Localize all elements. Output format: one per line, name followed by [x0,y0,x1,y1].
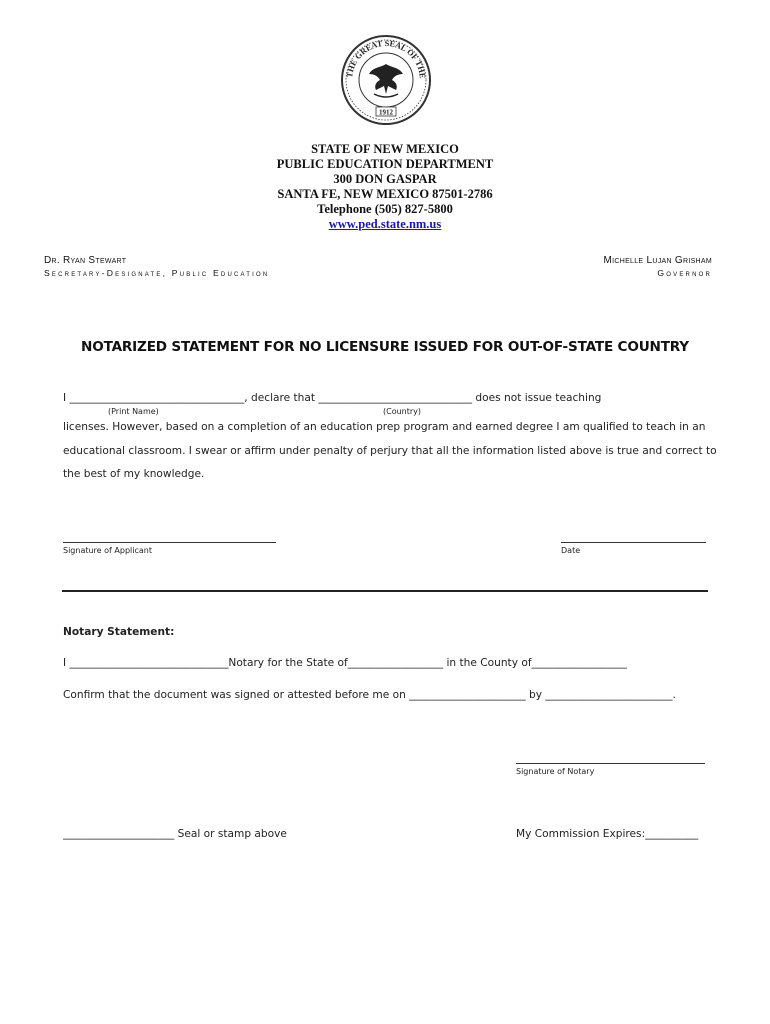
letterhead [0,142,770,232]
declaration-line3: educational classroom. I swear or affirm under penalty of perjury that all the information listed above is true and correct to [63,445,717,457]
seal-text: THE GREAT SEAL OF THE [345,38,428,79]
commission-expires: My Commission Expires:__________ [516,828,699,840]
notary-line1: I ______________________________Notary for the State of__________________ in the County of__________________ [63,657,627,669]
print-name-label: (Print Name) [108,407,159,416]
section-divider [62,590,708,592]
governor-title: Governor [657,268,712,278]
form-title: NOTARIZED STATEMENT FOR NO LICENSURE ISSUED FOR OUT-OF-STATE COUNTRY [81,339,689,355]
letterhead-line5: Telephone (505) 827-5800 [317,202,453,216]
secretary-title: Secretary-Designate, Public Education [44,268,270,278]
date-line[interactable] [561,542,706,543]
website-link[interactable]: www.ped.state.nm.us [328,217,442,231]
letterhead-line4: SANTA FE, NEW MEXICO 87501-2786 [277,187,493,201]
letterhead-line1: STATE OF NEW MEXICO [311,142,459,156]
applicant-signature-line[interactable] [63,542,276,543]
letterhead-line2: PUBLIC EDUCATION DEPARTMENT [276,157,494,171]
notary-signature-label: Signature of Notary [516,767,595,776]
letterhead-line3: 300 DON GASPAR [333,172,437,186]
governor-name: Michelle Lujan Grisham [603,255,712,266]
date-label: Date [561,546,581,555]
notary-heading: Notary Statement: [63,626,175,638]
seal-stamp-line: _____________________ Seal or stamp above [63,828,287,840]
seal-year: 1912 [379,108,393,117]
notary-line2: Confirm that the document was signed or attested before me on ______________________ by ________________________. [63,689,676,701]
declaration-line1: I _________________________________, declare that _____________________________ does not issue teaching [63,392,602,404]
applicant-signature-label: Signature of Applicant [63,546,152,555]
secretary-name: Dr. Ryan Stewart [44,255,127,266]
state-seal [340,34,432,126]
notary-signature-line[interactable] [516,763,705,764]
country-label: (Country) [383,407,422,416]
declaration-line4: the best of my knowledge. [63,468,205,480]
declaration-line2: licenses. However, based on a completion of an education prep program and earned degree I am qualified to teach in an [63,421,706,433]
